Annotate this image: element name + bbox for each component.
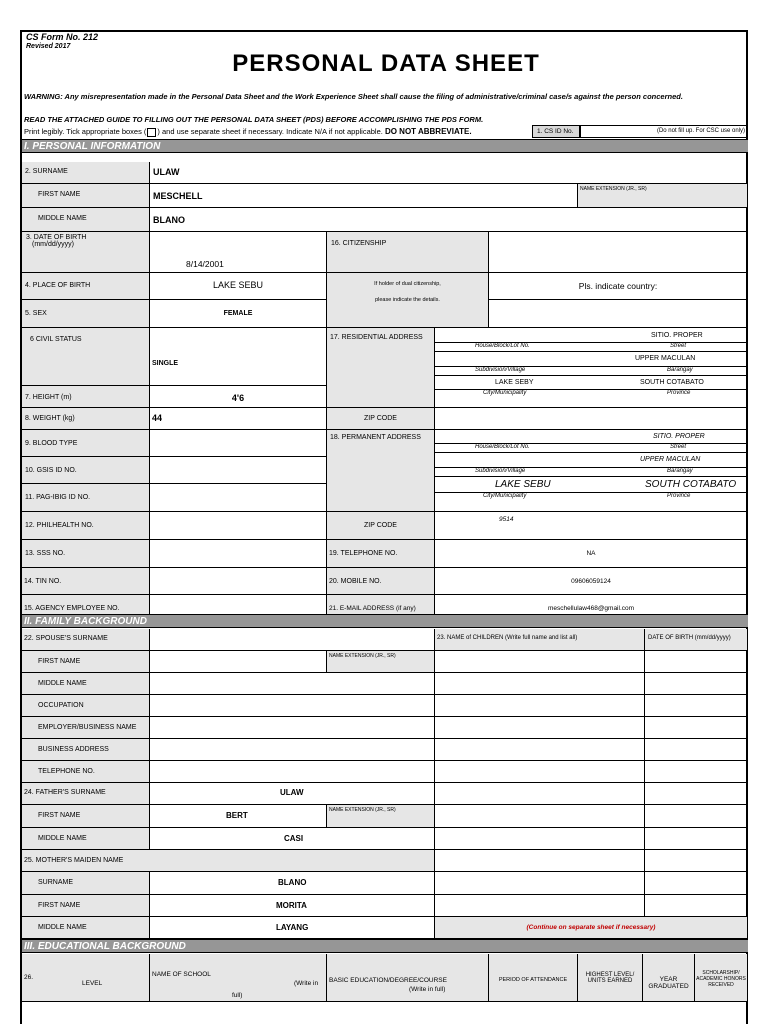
perm-city-label: City/Municipality xyxy=(483,493,527,499)
continue-note: (Continue on separate sheet if necessary) xyxy=(526,924,656,931)
section-family-background: II. FAMILY BACKGROUND xyxy=(22,614,748,628)
child-name-field[interactable] xyxy=(435,673,645,695)
res-city: LAKE SEBY xyxy=(495,379,534,386)
employer-label: EMPLOYER/BUSINESS NAME xyxy=(22,717,150,739)
school-name-header xyxy=(150,954,327,1002)
father-name-ext-field[interactable]: NAME EXTENSION (JR., SR) xyxy=(327,805,435,828)
child-dob-field[interactable] xyxy=(645,805,748,828)
residential-address-label: 17. RESIDENTIAL ADDRESS xyxy=(327,328,435,408)
children-label: 23. NAME of CHILDREN (Write full name and list all) xyxy=(435,629,645,651)
perm-street-label: Street xyxy=(670,444,687,450)
tin-label: 14. TIN NO. xyxy=(22,568,150,595)
civil-status-label: 6 CIVIL STATUS xyxy=(22,328,150,386)
surname-label: 2. SURNAME xyxy=(22,162,150,184)
child-dob-field[interactable] xyxy=(645,695,748,717)
perm-province: SOUTH COTABATO xyxy=(645,479,737,490)
tickbox-sample xyxy=(147,128,156,137)
dob-label-text: 3. DATE OF BIRTH xyxy=(26,234,87,241)
perm-zip-field[interactable] xyxy=(435,512,748,540)
pagibig-field[interactable] xyxy=(150,484,327,512)
sss-field[interactable] xyxy=(150,540,327,568)
perm-city: LAKE SEBU xyxy=(495,479,551,490)
child-name-field[interactable] xyxy=(435,717,645,739)
continue-note-cell xyxy=(435,917,748,939)
employer-field[interactable] xyxy=(150,717,435,739)
country-field[interactable] xyxy=(489,300,748,328)
res-zip-field[interactable] xyxy=(435,408,748,430)
child-dob-field[interactable] xyxy=(645,739,748,761)
school-write-in: (Write in xyxy=(294,980,319,987)
child-name-field[interactable] xyxy=(435,761,645,783)
section-educational-background: III. EDUCATIONAL BACKGROUND xyxy=(22,939,748,953)
cs-id-label: 1. CS ID No. xyxy=(532,125,580,138)
mobile-field[interactable]: 09606059124 xyxy=(435,568,748,595)
mother-middle-name-field[interactable]: LAYANG xyxy=(150,917,435,939)
occupation-label: OCCUPATION xyxy=(22,695,150,717)
revised-note: Revised 2017 xyxy=(26,43,71,50)
instructions-line xyxy=(22,125,748,138)
middle-name-field[interactable]: BLANO xyxy=(150,208,748,232)
mother-first-name-label: FIRST NAME xyxy=(22,895,150,917)
period-header: PERIOD OF ATTENDANCE xyxy=(489,954,578,1002)
citizenship-label: 16. CITIZENSHIP xyxy=(327,232,489,273)
education-num: 26. xyxy=(24,974,34,981)
child-name-field[interactable] xyxy=(435,828,645,850)
agency-employee-label: 15. AGENCY EMPLOYEE NO. xyxy=(22,595,150,623)
pagibig-label: 11. PAG-IBIG ID NO. xyxy=(22,484,150,512)
cs-id-note: (Do not fill up. For CSC use only) xyxy=(656,128,745,134)
permanent-address-field[interactable] xyxy=(435,430,748,512)
perm-barangay-label: Barangay xyxy=(667,468,693,474)
blood-type-field[interactable] xyxy=(150,430,327,457)
mother-middle-name-label: MIDDLE NAME xyxy=(22,917,150,939)
father-middle-name-field[interactable]: CASI xyxy=(150,828,435,850)
father-middle-name-label: MIDDLE NAME xyxy=(22,828,150,850)
course-header xyxy=(327,954,489,1002)
first-name-field[interactable]: MESCHELL xyxy=(150,184,578,208)
perm-house: SITIO. PROPER xyxy=(653,433,705,440)
spouse-middle-name-field[interactable] xyxy=(150,673,435,695)
weight-field[interactable]: 44 xyxy=(150,408,327,430)
sss-label: 13. SSS NO. xyxy=(22,540,150,568)
res-barangay: UPPER MACULAN xyxy=(635,355,696,362)
civil-status-field[interactable]: SINGLE xyxy=(150,328,327,386)
child-name-field[interactable] xyxy=(435,695,645,717)
telephone-field[interactable]: NA xyxy=(435,540,748,568)
res-house: SITIO. PROPER xyxy=(651,332,703,339)
child-dob-field[interactable] xyxy=(645,828,748,850)
name-extension-field[interactable]: NAME EXTENSION (JR., SR) xyxy=(578,184,748,208)
print-legibly-text: Print legibly. Tick appropriate boxes ( xyxy=(24,127,147,136)
mother-maiden-name-label: 25. MOTHER'S MAIDEN NAME xyxy=(22,850,435,872)
weight-label: 8. WEIGHT (kg) xyxy=(22,408,150,430)
indicate-country-field[interactable]: Pls. indicate country: xyxy=(489,273,748,300)
mobile-label: 20. MOBILE NO. xyxy=(327,568,435,595)
business-address-label: BUSINESS ADDRESS xyxy=(22,739,150,761)
spouse-telephone-label: TELEPHONE NO. xyxy=(22,761,150,783)
res-zip-label: ZIP CODE xyxy=(327,408,435,430)
gsis-field[interactable] xyxy=(150,457,327,484)
spouse-surname-label: 22. SPOUSE'S SURNAME xyxy=(22,629,150,651)
height-label: 7. HEIGHT (m) xyxy=(22,386,150,408)
scholarship-header: SCHOLARSHIP/ ACADEMIC HONORS RECEIVED xyxy=(695,954,748,1002)
philhealth-label: 12. PHILHEALTH NO. xyxy=(22,512,150,540)
spouse-name-ext-field[interactable]: NAME EXTENSION (JR., SR) xyxy=(327,651,435,673)
page-title: PERSONAL DATA SHEET xyxy=(232,50,540,77)
res-city-label: City/Municipality xyxy=(483,390,527,396)
res-province-label: Province xyxy=(667,390,691,396)
section-personal-info: I. PERSONAL INFORMATION xyxy=(22,139,748,153)
warning-text: WARNING: Any misrepresentation made in the Personal Data Sheet and the Work Experience Sheet shall cause the filing of administrative/criminal case/s against the person concerned. xyxy=(24,92,683,101)
dual-note-1: If holder of dual citizenship, xyxy=(374,281,441,287)
read-guide-text: READ THE ATTACHED GUIDE TO FILLING OUT THE PERSONAL DATA SHEET (PDS) BEFORE ACCOMPLISHING THE PDS FORM. xyxy=(24,115,484,124)
mother-surname-field[interactable]: BLANO xyxy=(150,872,435,895)
business-address-field[interactable] xyxy=(150,739,435,761)
permanent-address-label: 18. PERMANENT ADDRESS xyxy=(327,430,435,512)
father-first-name-label: FIRST NAME xyxy=(22,805,150,828)
school-name: NAME OF SCHOOL xyxy=(152,971,211,978)
perm-zip-label: ZIP CODE xyxy=(327,512,435,540)
citizenship-field[interactable] xyxy=(489,232,748,273)
cs-id-field[interactable] xyxy=(580,125,748,138)
father-first-name-field[interactable]: BERT xyxy=(150,805,327,828)
sex-field[interactable]: FEMALE xyxy=(150,300,327,328)
dob-value: 8/14/2001 xyxy=(186,259,224,269)
gsis-label: 10. GSIS ID NO. xyxy=(22,457,150,484)
spouse-surname-field[interactable] xyxy=(150,629,435,651)
spouse-middle-name-label: MIDDLE NAME xyxy=(22,673,150,695)
first-name-label: FIRST NAME xyxy=(22,184,150,208)
telephone-label: 19. TELEPHONE NO. xyxy=(327,540,435,568)
res-barangay-label: Barangay xyxy=(667,367,693,373)
dual-citizenship-note xyxy=(327,273,489,328)
school-full: full) xyxy=(232,992,243,999)
email-label: 21. E-MAIL ADDRESS (if any) xyxy=(327,595,435,623)
child-name-field[interactable] xyxy=(435,850,645,872)
child-name-field[interactable] xyxy=(435,739,645,761)
child-name-field[interactable] xyxy=(435,895,645,917)
course-label: BASIC EDUCATION/DEGREE/COURSE xyxy=(329,977,447,984)
pob-label: 4. PLACE OF BIRTH xyxy=(22,273,150,300)
occupation-field[interactable] xyxy=(150,695,435,717)
res-house-label: House/Block/Lot No. xyxy=(475,343,530,349)
perm-subdivision-label: Subdivision/Village xyxy=(475,468,526,474)
spouse-telephone-field[interactable] xyxy=(150,761,435,783)
blood-type-label: 9. BLOOD TYPE xyxy=(22,430,150,457)
father-surname-label: 24. FATHER'S SURNAME xyxy=(22,783,150,805)
spouse-first-name-field[interactable] xyxy=(150,651,327,673)
child-dob-field[interactable] xyxy=(645,872,748,895)
child-dob-field[interactable] xyxy=(645,783,748,805)
child-name-field[interactable] xyxy=(435,651,645,673)
print-legibly-text-2: ) and use separate sheet if necessary. Indicate N/A if not applicable. xyxy=(157,127,383,136)
perm-province-label: Province xyxy=(667,493,691,499)
spouse-first-name-label: FIRST NAME xyxy=(22,651,150,673)
child-dob-field[interactable] xyxy=(645,673,748,695)
child-dob-field[interactable] xyxy=(645,761,748,783)
child-name-field[interactable] xyxy=(435,805,645,828)
mother-surname-label: SURNAME xyxy=(22,872,150,895)
mother-first-name-field[interactable]: MORITA xyxy=(150,895,435,917)
middle-name-label: MIDDLE NAME xyxy=(22,208,150,232)
do-not-abbreviate: DO NOT ABBREVIATE. xyxy=(384,127,472,136)
highest-level-header: HIGHEST LEVEL/ UNITS EARNED xyxy=(578,954,643,1002)
child-dob-field[interactable] xyxy=(645,651,748,673)
tin-field[interactable] xyxy=(150,568,327,595)
res-subdivision-label: Subdivision/Village xyxy=(475,367,526,373)
sex-label: 5. SEX xyxy=(22,300,150,328)
children-dob-label: DATE OF BIRTH (mm/dd/yyyy) xyxy=(645,629,748,651)
perm-house-label: House/Block/Lot No. xyxy=(475,444,530,450)
perm-zip-value: 9514 xyxy=(499,516,514,523)
education-level: LEVEL xyxy=(82,980,103,987)
res-province: SOUTH COTABATO xyxy=(640,379,704,386)
child-dob-field[interactable] xyxy=(645,717,748,739)
surname-field[interactable]: ULAW xyxy=(150,162,748,184)
height-field[interactable]: 4'6 xyxy=(150,386,327,408)
res-street-label: Street xyxy=(670,343,687,349)
email-field[interactable]: meschellulaw468@gmail.com xyxy=(435,595,748,623)
father-surname-field[interactable]: ULAW xyxy=(150,783,435,805)
philhealth-field[interactable] xyxy=(150,512,327,540)
child-dob-field[interactable] xyxy=(645,850,748,872)
year-graduated-header: YEAR GRADUATED xyxy=(643,954,695,1002)
pob-field[interactable]: LAKE SEBU xyxy=(150,273,327,300)
education-level-header xyxy=(22,954,150,1002)
child-name-field[interactable] xyxy=(435,872,645,895)
pds-sheet xyxy=(20,30,748,1024)
dob-format: (mm/dd/yyyy) xyxy=(32,241,74,248)
child-dob-field[interactable] xyxy=(645,895,748,917)
residential-address-field[interactable] xyxy=(435,328,748,408)
perm-barangay: UPPER MACULAN xyxy=(640,456,701,463)
course-write: (Write in full) xyxy=(409,986,446,993)
dob-field[interactable] xyxy=(150,232,327,273)
form-number: CS Form No. 212 xyxy=(26,32,99,42)
dob-label xyxy=(22,232,150,273)
child-name-field[interactable] xyxy=(435,783,645,805)
dual-note-2: please indicate the details. xyxy=(375,297,440,303)
